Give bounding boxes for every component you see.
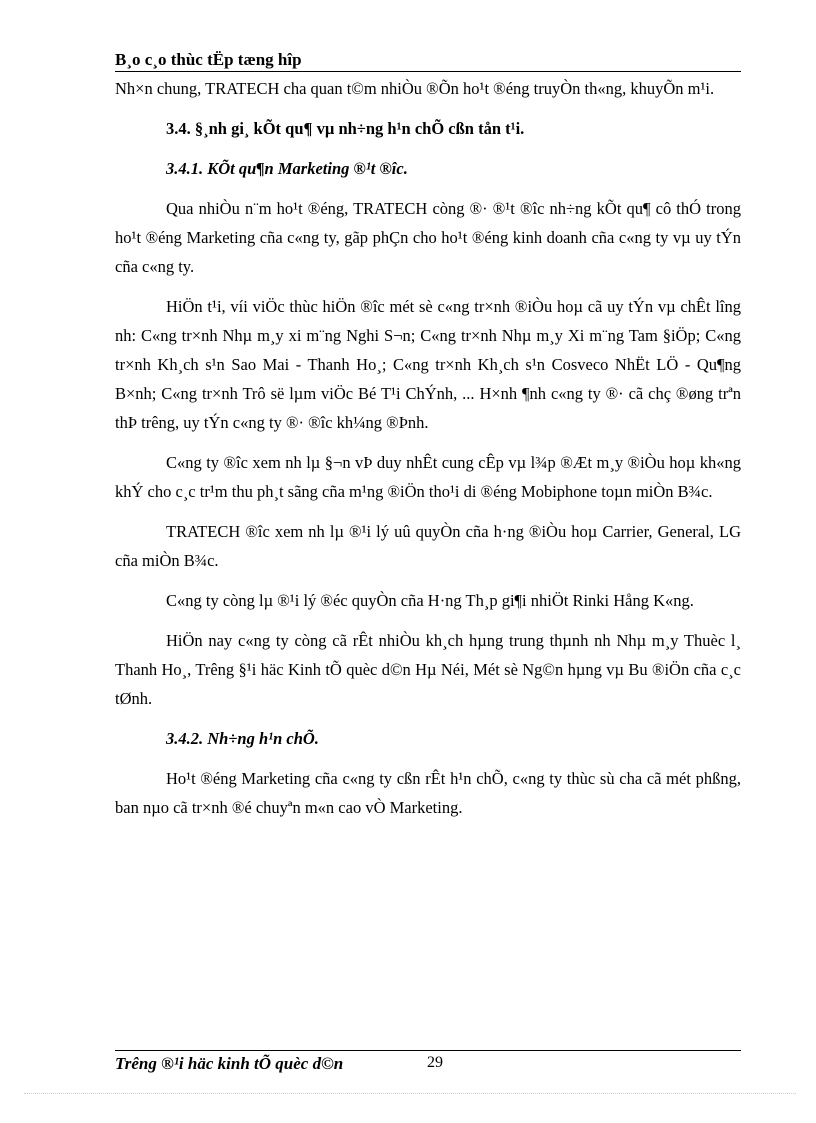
paragraph-results-3: C«ng ty ®îc xem nh lµ §¬n vÞ duy nhÊt cung cÊp vµ l¾p ®Æt m¸y ®iÒu hoµ kh«ng khÝ cho c¸c tr¹m thu ph¸t sãng cña m¹ng ®iÖn tho¹i di ®éng Mobiphone toµn miÒn B¾c. [115,453,741,501]
paragraph-limitations-1: Ho¹t ®éng Marketing cña c«ng ty cßn rÊt h¹n chÕ, c«ng ty thùc sù cha cã mét phßng, ban nµo cã tr×nh ®é chuyªn m«n cao vÒ Marketing. [115,769,741,817]
subsection-heading-limitations: 3.4.2. Nh÷ng h¹n chÕ. [166,729,319,748]
page-bottom-dotted-line [24,1093,796,1094]
paragraph-results-5: C«ng ty còng lµ ®¹i lý ®éc quyÒn cña H·ng Th¸p gi¶i nhiÖt Rinki Hång K«ng. [166,591,694,610]
paragraph-results-2: HiÖn t¹i, víi viÖc thùc hiÖn ®îc mét sè c«ng tr×nh ®iÒu hoµ cã uy tÝn vµ chÊt lîng nh: C«ng tr×nh Nhµ m¸y xi m¨ng Nghi S¬n; C«ng tr×nh Nhµ m¸y Xi m¨ng Tam §iÖp; C«ng tr×nh Kh¸ch s¹n Sao Mai - Thanh Ho¸; C«ng tr×nh Kh¸ch s¹n Cosveco NhËt LÖ - Qu¶ng B×nh; C«ng tr×nh Trô së lµm viÖc Bé T¹i ChÝnh, ... H×nh ¶nh c«ng ty ®· cã chç ®øng trªn thÞ trêng, uy tÝn c«ng ty ®· ®îc kh¼ng ®Þnh. [115,297,741,432]
page-number: 29 [427,1054,443,1071]
page-header-title: B¸o c¸o thùc tËp tæng hîp [115,50,302,69]
page-content [115,74,741,822]
footer-divider [115,1050,741,1051]
section-heading: 3.4. §¸nh gi¸ kÕt qu¶ vµ nh÷ng h¹n chÕ cßn tån t¹i. [166,119,525,138]
intro-paragraph: Nh×n chung, TRATECH cha quan t©m nhiÒu ®Õn ho¹t ®éng truyÒn th«ng, khuyÕn m¹i. [115,79,715,98]
footer-university-name: Trêng ®¹i häc kinh tÕ quèc d©n [115,1054,344,1073]
paragraph-results-6: HiÖn nay c«ng ty còng cã rÊt nhiÒu kh¸ch hµng trung thµnh nh Nhµ m¸y Thuèc l¸ Thanh Ho¸, Trêng §¹i häc Kinh tÕ quèc d©n Hµ Néi, Mét sè Ng©n hµng vµ Bu ®iÖn cña c¸c tØnh. [115,631,741,708]
subsection-heading-results: 3.4.1. KÕt qu¶n Marketing ®¹t ®îc. [166,159,408,178]
paragraph-results-4: TRATECH ®îc xem nh lµ ®¹i lý uû quyÒn cña h·ng ®iÒu hoµ Carrier, General, LG cña miÒn B¾c. [115,522,741,570]
header-divider [115,71,741,72]
paragraph-results-1: Qua nhiÒu n¨m ho¹t ®éng, TRATECH còng ®· ®¹t ®îc nh÷ng kÕt qu¶ cô thÓ trong ho¹t ®éng Marketing cña c«ng ty, gãp phÇn cho ho¹t ®éng kinh doanh cña c«ng ty vµ uy tÝn cña c«ng ty. [115,199,741,276]
